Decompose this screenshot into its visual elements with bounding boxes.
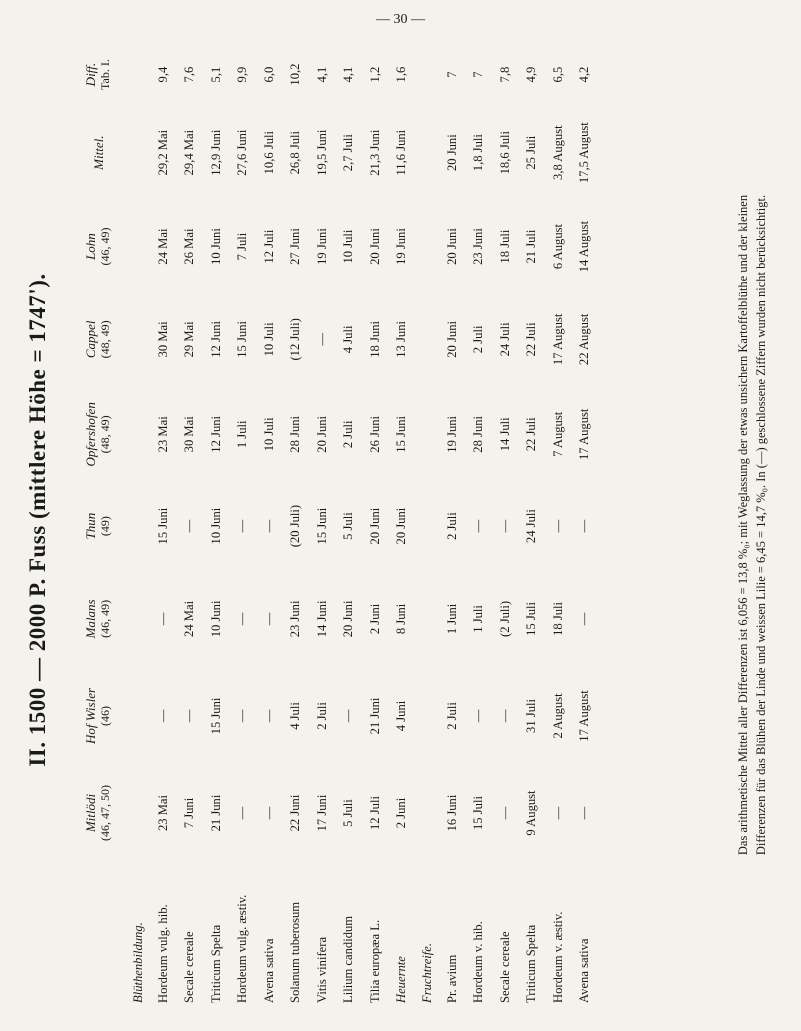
table-cell: 17,5 August (577, 122, 592, 184)
col-name: Mittel. (90, 135, 106, 170)
table-cell: 1,2 (367, 66, 382, 83)
blank-cell (126, 292, 150, 387)
table-cell: 20 Juni (444, 228, 459, 265)
row-label: Tilia europæa L. (367, 919, 382, 1003)
table-cell: 12,9 Juni (208, 129, 223, 176)
table-cell: 17 Juni (314, 794, 329, 832)
table-cell: 2 Juni (367, 603, 382, 635)
col-ref: (46, 49) (98, 227, 112, 266)
table-cell: — (235, 612, 250, 626)
row-label: Hordeum vulg. æstiv. (235, 894, 250, 1003)
table-cell: 4 Juni (394, 700, 409, 732)
table-cell: 12 Juni (208, 321, 223, 358)
table-cell: 20 Juni (444, 321, 459, 358)
table-cell: 2 August (550, 693, 565, 739)
blank-cell (415, 482, 439, 571)
table-cell: 19 Juni (314, 228, 329, 265)
table-cell: 22 Juli (524, 322, 539, 357)
col-header (70, 667, 126, 764)
table-cell: 15 Juli (471, 796, 486, 830)
table-cell: — (341, 709, 356, 723)
table-cell: 21,3 Juni (367, 129, 382, 176)
section-heading-row (415, 45, 439, 1005)
table-cell: 5,1 (208, 66, 223, 83)
table-cell: 20 Juni (314, 415, 329, 453)
table-cell: 27 Juni (288, 228, 303, 265)
table-cell: 7 Juli (235, 232, 250, 261)
header-row (70, 45, 126, 1005)
col-name: Opfershofen (83, 402, 98, 467)
table-cell: 20 Juni (394, 507, 409, 545)
row-label: Heuernte (394, 956, 409, 1003)
table-cell: 20 Juni (444, 134, 459, 172)
row-label: Vitis vinifera (314, 936, 329, 1003)
row-label: Hordeum v. æstiv. (550, 911, 565, 1003)
table-row (336, 45, 363, 1005)
blank-cell (415, 570, 439, 667)
table-cell: — (550, 806, 565, 820)
footnote-line: Differenzen für das Blühen der Linde und weissen Lilie = 6,45 = 14,7 %₀. In (—) geschlossene Ziffern wurden nicht berücksichtigt. (754, 194, 768, 856)
row-label: Avena sativa (577, 938, 592, 1003)
table-cell: 27,6 Juni (235, 129, 250, 176)
table-cell: 31 Juli (524, 698, 539, 733)
blank-cell (126, 482, 150, 571)
table-cell: 15 Juni (208, 697, 223, 735)
table-row (362, 45, 389, 1005)
col-header (70, 387, 126, 482)
col-ref: Tab. I. (98, 59, 112, 90)
table-cell: 23 Mai (155, 416, 170, 453)
table-row (389, 45, 416, 1005)
row-label: Lilium candidum (341, 915, 356, 1003)
table-cell: 2 Juni (394, 797, 409, 829)
table-cell: 10 Juli (261, 417, 276, 452)
table-cell: — (261, 612, 276, 626)
table-row (519, 45, 546, 1005)
blank-cell (415, 387, 439, 482)
table-cell: — (261, 519, 276, 533)
table-cell: 4,2 (577, 66, 592, 83)
table-title: II. 1500 — 2000 P. Fuss (mittlere Höhe = 1747'). (25, 273, 50, 767)
blank-cell (415, 667, 439, 764)
col-ref: (48, 49) (98, 415, 112, 454)
table-cell: 8 Juni (394, 603, 409, 635)
table-cell: 15 Juli (524, 601, 539, 636)
blank-cell (126, 45, 150, 104)
phenology-table (70, 45, 598, 1005)
table-cell: 10 Juni (208, 600, 223, 638)
table-cell: 7 (444, 71, 459, 78)
table-row (203, 45, 230, 1005)
rotated-table-page (18, 35, 778, 1005)
table-cell: 1,6 (394, 66, 409, 83)
table-cell: 10 Juni (208, 228, 223, 265)
table-cell: 28 Juni (288, 415, 303, 453)
table-cell: 19,5 Juni (314, 129, 329, 176)
table-cell: 20 Juni (341, 600, 356, 638)
col-ref: (48, 49) (98, 320, 112, 359)
table-cell: 18 Juli (550, 601, 565, 636)
table-cell: 6,5 (550, 66, 565, 83)
row-label: Secale cereale (182, 931, 197, 1003)
table-cell: 23 Juni (471, 228, 486, 265)
table-cell: (20 Juli) (288, 504, 303, 548)
table-cell: 14 Juli (497, 417, 512, 452)
table-cell: 18,6 Juli (497, 130, 512, 175)
blank-cell (415, 292, 439, 387)
col-header (70, 45, 126, 104)
table-cell: 23 Juni (288, 600, 303, 638)
row-label: Triticum Spelta (524, 924, 539, 1003)
table-cell: 10,6 Juli (261, 130, 276, 175)
table-row (230, 45, 257, 1005)
table-cell: 14 Juni (314, 600, 329, 638)
row-label: Solanum tuberosum (288, 901, 303, 1003)
table-cell: 2 Juli (444, 702, 459, 730)
table-cell: 28 Juni (471, 415, 486, 453)
col-name: Cappel (83, 320, 98, 359)
table-cell: 2 Juli (314, 702, 329, 730)
table-cell: (2 Juli) (497, 600, 512, 637)
table-cell: 15 Juni (394, 415, 409, 453)
table-cell: 2 Juli (471, 325, 486, 354)
table-cell: — (497, 519, 512, 533)
col-ref: (46, 47, 50) (98, 785, 112, 842)
table-cell: 24 Juli (497, 322, 512, 357)
table-cell: 21 Juni (367, 697, 382, 735)
row-label: Pr. avium (444, 954, 459, 1003)
table-body (126, 45, 598, 1005)
table-cell: 29 Mai (182, 321, 197, 358)
section-heading-row (126, 45, 150, 1005)
table-row (177, 45, 204, 1005)
table-cell: — (497, 806, 512, 820)
table-cell: 26,8 Juli (288, 130, 303, 175)
col-name: Hof Wisler (83, 687, 98, 744)
col-ref: (46) (98, 705, 112, 726)
table-cell: 20 Juni (367, 228, 382, 265)
col-header (70, 104, 126, 201)
table-cell: 13 Juni (394, 321, 409, 358)
table-cell: 3,8 August (550, 125, 565, 180)
table-cell: 17 August (577, 408, 592, 461)
table-cell: 6 August (550, 223, 565, 270)
table-cell: 1 Juni (444, 603, 459, 635)
table-cell: 4,1 (341, 66, 356, 83)
table-cell: — (182, 709, 197, 723)
table-row (309, 45, 336, 1005)
table-cell: 15 Juni (314, 507, 329, 545)
table-cell: 1 Juli (471, 605, 486, 633)
table-cell: — (261, 806, 276, 820)
col-header (70, 292, 126, 387)
table-row (439, 45, 466, 1005)
col-ref: (49) (98, 516, 112, 537)
blank-cell (415, 104, 439, 201)
row-label: Secale cereale (497, 931, 512, 1003)
table-cell: 4 Juli (341, 325, 356, 354)
table-cell: 18 Juni (367, 321, 382, 358)
table-cell: — (550, 519, 565, 533)
row-label: Avena sativa (261, 938, 276, 1003)
table-cell: 12 Juli (261, 229, 276, 264)
row-label: Hordeum vulg. hib. (155, 904, 170, 1003)
table-cell: 9 August (524, 790, 539, 836)
col-name: Lohn (83, 233, 98, 260)
table-cell: 12 Juni (208, 415, 223, 453)
table-cell: 22 Juni (288, 794, 303, 832)
table-cell: 23 Mai (155, 795, 170, 832)
table-cell: 2,7 Juli (341, 134, 356, 172)
table-cell: 7 August (550, 411, 565, 457)
table-cell: — (471, 709, 486, 723)
table-cell: (12 Juli) (288, 318, 303, 361)
table-cell: 7,8 (497, 66, 512, 83)
blank-cell (415, 764, 439, 861)
table-cell: — (235, 806, 250, 820)
table-cell: — (235, 519, 250, 533)
table-cell: 24 Juli (524, 509, 539, 544)
table-cell: 18 Juli (497, 229, 512, 264)
table-cell: 20 Juni (367, 507, 382, 545)
table-cell: 22 August (577, 313, 592, 366)
table-cell: 7 Juni (182, 797, 197, 829)
col-ref: (46, 49) (98, 599, 112, 638)
table-cell: 1,8 Juli (471, 134, 486, 172)
col-name: Diff. (83, 62, 98, 87)
col-header (70, 201, 126, 292)
table-cell: 15 Juni (155, 507, 170, 545)
table-cell: 4,9 (524, 66, 539, 83)
section-heading: Blüthenbildung. (130, 922, 145, 1003)
table-cell: 2 Juli (341, 420, 356, 449)
table-row (572, 45, 599, 1005)
table-row (492, 45, 519, 1005)
table-cell: 22 Juli (524, 417, 539, 452)
table-cell: 26 Juni (367, 415, 382, 453)
page-number: — 30 — (376, 12, 425, 27)
header-blank (70, 862, 126, 1005)
table-cell: 30 Mai (155, 321, 170, 358)
table-cell: 17 August (550, 313, 565, 366)
table-cell: — (235, 709, 250, 723)
col-name: Mitlödi (83, 793, 98, 833)
table-cell: 2 Juli (444, 512, 459, 540)
table-cell: 17 August (577, 690, 592, 742)
table-cell: 29,2 Mai (155, 129, 170, 176)
table-cell: 7 (471, 71, 486, 78)
col-name: Thun (83, 512, 98, 540)
blank-cell (126, 570, 150, 667)
table-row (256, 45, 283, 1005)
table-cell: 25 Juli (524, 135, 539, 170)
blank-cell (126, 764, 150, 861)
table-cell: 4 Juli (288, 702, 303, 730)
footnotes (734, 45, 770, 1005)
table-cell: — (577, 806, 592, 820)
table-cell: — (155, 709, 170, 723)
table-cell: — (577, 519, 592, 533)
table-cell: 10,2 (288, 63, 303, 86)
col-header (70, 482, 126, 571)
table-cell: — (577, 612, 592, 626)
col-header (70, 570, 126, 667)
table-cell: 7,6 (182, 66, 197, 83)
col-header (70, 764, 126, 861)
table-cell: 21 Juni (208, 794, 223, 832)
table-cell: 26 Mai (182, 228, 197, 265)
table-cell: — (155, 612, 170, 626)
table-cell: 16 Juni (444, 794, 459, 832)
table-cell: 21 Juli (524, 229, 539, 264)
table-row (545, 45, 572, 1005)
table-row (466, 45, 493, 1005)
blank-cell (126, 667, 150, 764)
table-cell: — (261, 709, 276, 723)
row-label: Hordeum v. hib. (471, 921, 486, 1003)
table-cell: 1 Juli (235, 420, 250, 449)
table-cell: 10 Juli (261, 322, 276, 357)
footnote-line: Das arithmetische Mittel aller Differenzen ist 6,056 = 13,8 %₀; mit Weglassung der etwas unsichern Kartoffelblüthe und der kleinen (736, 194, 750, 856)
blank-cell (126, 387, 150, 482)
table-cell: — (471, 519, 486, 533)
col-name: Malans (83, 599, 98, 639)
blank-cell (126, 201, 150, 292)
table-cell: 24 Mai (182, 600, 197, 637)
table-cell: 9,9 (235, 66, 250, 83)
blank-cell (415, 45, 439, 104)
table-cell: 5 Juli (341, 512, 356, 540)
table-cell: 5 Juli (341, 799, 356, 827)
table-cell: 30 Mai (182, 416, 197, 453)
table-row (283, 45, 310, 1005)
table-cell: 14 August (577, 220, 592, 273)
table-cell: 24 Mai (155, 228, 170, 265)
table-cell: — (182, 519, 197, 533)
table-cell: — (314, 333, 329, 346)
table-cell: 4,1 (314, 66, 329, 83)
table-cell: 12 Juli (367, 796, 382, 830)
table-row (150, 45, 177, 1005)
table-cell: 10 Juni (208, 507, 223, 545)
table-cell: 15 Juni (235, 321, 250, 358)
row-label: Triticum Spelta (208, 924, 223, 1003)
table-cell: 10 Juli (341, 229, 356, 264)
table-cell: 11,6 Juni (394, 129, 409, 176)
table-cell: 29,4 Mai (182, 129, 197, 176)
table-cell: 19 Juni (394, 228, 409, 265)
table-cell: 6,0 (261, 66, 276, 83)
table-cell: 19 Juni (444, 415, 459, 453)
section-heading: Fruchtreife. (419, 942, 434, 1003)
table-cell: — (497, 709, 512, 723)
blank-cell (415, 201, 439, 292)
blank-cell (126, 104, 150, 201)
table-cell: 9,4 (155, 66, 170, 83)
